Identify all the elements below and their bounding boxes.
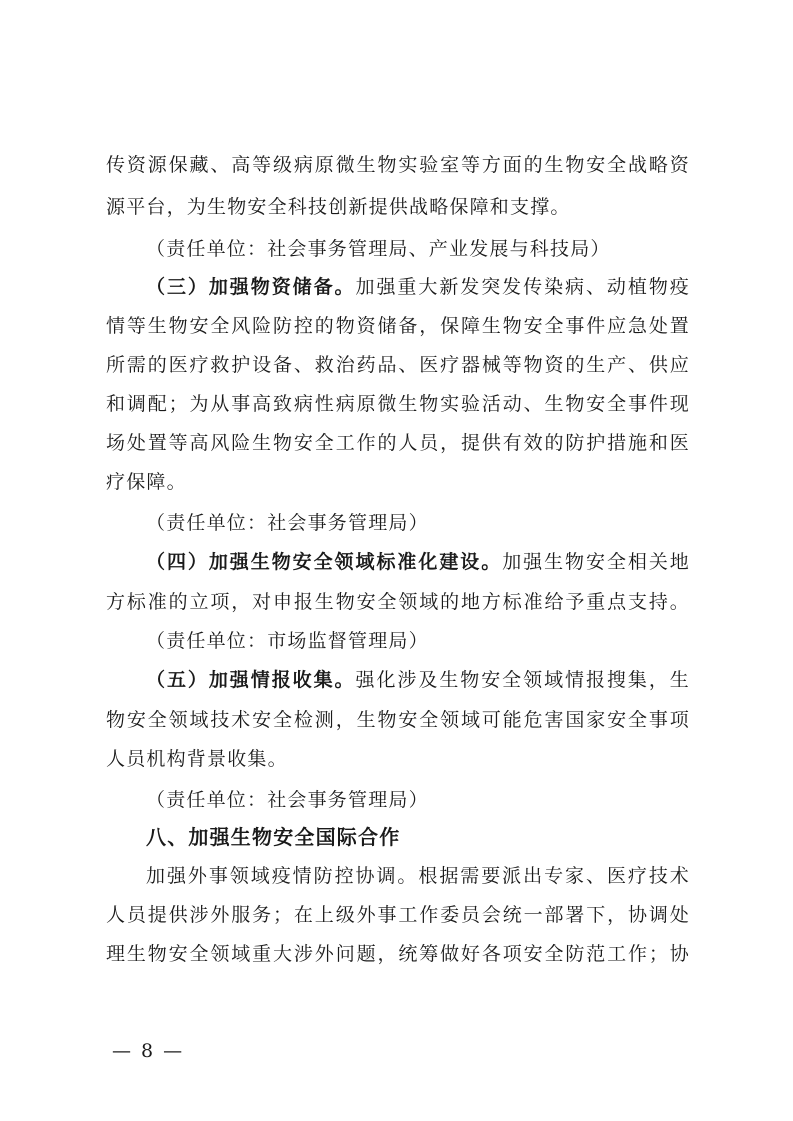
paragraph-line: 所需的医疗救护设备、救治药品、医疗器械等物资的生产、供应 [106, 354, 690, 376]
page-number: — 8 — [112, 1040, 185, 1062]
section-paragraph-start [146, 549, 690, 575]
paragraph-line: 理生物安全领域重大涉外问题，统筹做好各项安全防范工作；协 [106, 943, 690, 965]
paragraph-text: 强化涉及生物安全领域情报搜集，生 [355, 669, 690, 691]
section-heading-4: （四）加强生物安全领域标准化建设。 [146, 551, 503, 573]
section-heading-5: （五）加强情报收集。 [146, 669, 356, 691]
responsible-unit: （责任单位：社会事务管理局） [146, 512, 429, 534]
paragraph-line: 传资源保藏、高等级病原微生物实验室等方面的生物安全战略资 [106, 154, 690, 176]
section-heading-3: （三）加强物资储备。 [146, 276, 356, 298]
paragraph-line: 方标准的立项，对申报生物安全领域的地方标准给予重点支持。 [106, 591, 690, 613]
paragraph-line: 情等生物安全风险防控的物资储备，保障生物安全事件应急处置 [106, 315, 690, 337]
paragraph-line: 和调配；为从事高致病性病原微生物实验活动、生物安全事件现 [106, 393, 690, 415]
paragraph-line: 人员提供涉外服务；在上级外事工作委员会统一部署下，协调处 [106, 904, 690, 926]
paragraph-line: 人员机构背景收集。 [106, 748, 288, 770]
paragraph-line: 加强外事领域疫情防控协调。根据需要派出专家、医疗技术 [146, 865, 690, 887]
responsible-unit: （责任单位：市场监督管理局） [146, 630, 429, 652]
chapter-heading: 八、加强生物安全国际合作 [146, 825, 401, 849]
responsible-unit: （责任单位：社会事务管理局、产业发展与科技局） [146, 238, 611, 260]
paragraph-line: 源平台，为生物安全科技创新提供战略保障和支撑。 [106, 196, 571, 218]
paragraph-line: 疗保障。 [106, 471, 187, 493]
section-paragraph-start [146, 667, 690, 693]
paragraph-line: 物安全领域技术安全检测，生物安全领域可能危害国家安全事项 [106, 709, 690, 731]
responsible-unit: （责任单位：社会事务管理局） [146, 789, 429, 811]
paragraph-text: 加强生物安全相关地 [502, 551, 690, 573]
section-paragraph-start [146, 274, 690, 300]
paragraph-text: 加强重大新发突发传染病、动植物疫 [355, 276, 690, 298]
paragraph-line: 场处置等高风险生物安全工作的人员，提供有效的防护措施和医 [106, 432, 690, 454]
